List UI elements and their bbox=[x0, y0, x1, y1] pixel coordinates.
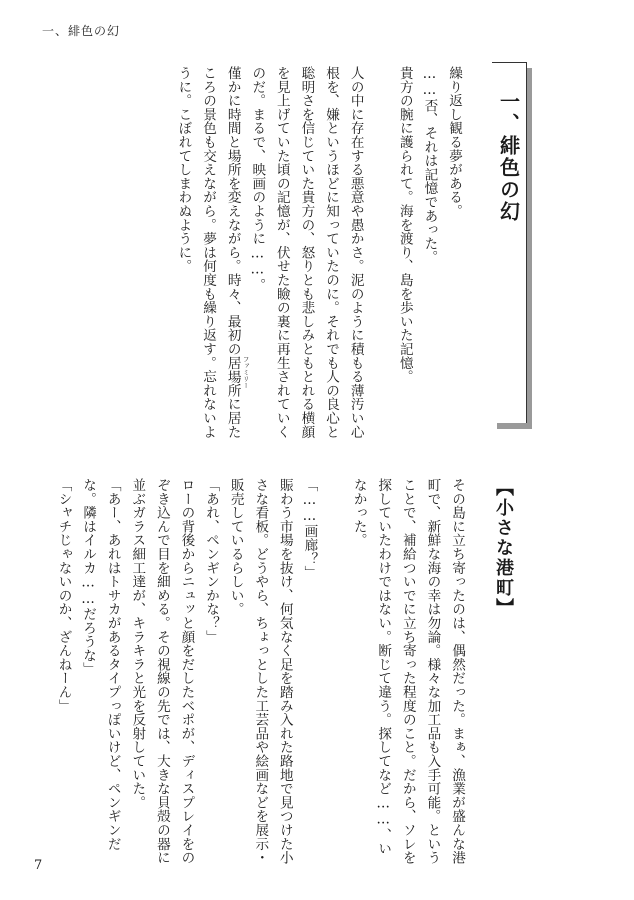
paragraph-4: 人の中に存在する悪意や愚かさ。泥のように積もる薄汚い心根を、嫌というほどに知っていたのに。それでも人の良心と聡明さを信じていた貴方の、怒りとも悲しみともとれる横顔を見上げていた頃の記憶が、伏せた瞼の裏に再生されていくのだ。まるで、映画のように……。 bbox=[249, 66, 364, 439]
dialogue-3: 「あー、あれはトサカがあるタイプっぽいけど、ペンギンだな。隣はイルカ……だろうな」 bbox=[80, 478, 121, 851]
running-head: 一、緋色の幻 bbox=[42, 24, 121, 38]
paragraph-2: ……否、それは記憶であった。 bbox=[421, 66, 438, 264]
paragraph-5: 僅かに時間と場所を変えながら。時々、最初の居場所 ファミリー に居たころの景色も交えながら。夢は何度も繰り返す。忘れないように。こぼれてしまわぬように。 bbox=[175, 66, 250, 439]
chapter-title-box bbox=[492, 62, 527, 423]
section-heading: 【小さな港町】 bbox=[493, 478, 514, 618]
paragraph-1: 繰り返し観る夢がある。 bbox=[446, 66, 462, 218]
page-number: 7 bbox=[34, 858, 43, 873]
paragraph-8: ローの背後からニュッと顔をだしたベポが、ディスプレイをのぞき込んで目を細める。その視線の先では、大きな貝殻の器に並ぶガラス細工達が、キラキラと光を反射していた。 bbox=[129, 478, 195, 865]
opening-text bbox=[175, 66, 466, 446]
dialogue-4: 「シャチじゃないのか、ざんねーん」 bbox=[55, 478, 72, 713]
ruby-reading: ファミリー bbox=[241, 355, 250, 389]
paragraph-6: その島に立ち寄ったのは、偶然だった。まぁ、漁業が盛んな港町で、新鮮な海の幸は勿論。様々な加工品も入手可能。ということで、補給ついでに立ち寄った程度のこと。だから、ソレを探していたわけではない。断じて違う。探してなど……、いなかった。 bbox=[350, 478, 465, 865]
paragraph-3: 貴方の腕に護られて。海を渡り、島を歩いた記憶。 bbox=[396, 66, 413, 384]
section-text bbox=[55, 478, 469, 868]
dialogue-1: 「……画廊？」 bbox=[301, 478, 318, 580]
chapter-title: 一、緋色の幻 bbox=[496, 91, 521, 223]
blank-line bbox=[321, 478, 346, 868]
blank-line bbox=[368, 66, 393, 446]
paragraph-7: 賑わう市場を抜け、何気なく足を踏み入れた路地で見つけた小さな看板。どうやら、ちょっとした工芸品や絵画などを展示・販売しているらしい。 bbox=[227, 478, 293, 865]
dialogue-2: 「あれ、ペンギンかな？」 bbox=[203, 478, 220, 644]
ruby-base: 居場所 ファミリー bbox=[224, 355, 250, 398]
